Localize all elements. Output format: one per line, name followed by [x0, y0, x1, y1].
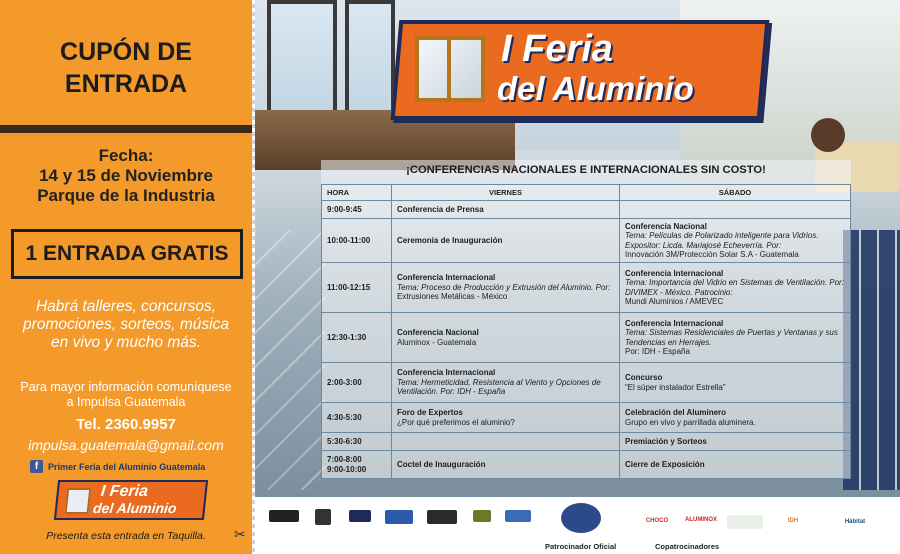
info-line1: Para mayor información comuníquese: [20, 380, 232, 394]
sponsor-logo: [473, 510, 491, 522]
sponsor-logo: [427, 510, 457, 524]
event-title: Coctel de Inauguración: [397, 459, 486, 469]
entry-coupon: [0, 0, 252, 554]
contact-info: [0, 380, 252, 410]
event-title: Conferencia de Prensa: [397, 204, 484, 214]
event-title: Conferencia Nacional: [397, 328, 479, 337]
saturday-cell: [620, 263, 851, 313]
event-title: Conferencia Internacional: [625, 318, 724, 328]
schedule-heading: ¡CONFERENCIAS NACIONALES E INTERNACIONALES SIN COSTO!: [321, 160, 851, 184]
event-detail: Tema: Sistemas Residenciales de Puertas y Ventanas y sus Tendencias en Herrajes.: [625, 328, 838, 347]
event-sub: Grupo en vivo y parrillada aluminera.: [625, 417, 756, 427]
promo-line1: Habrá talleres, concursos,: [35, 298, 217, 315]
event-title: Conferencia Internacional: [625, 268, 724, 278]
event-sub: ¿Por qué preferimos el aluminio?: [397, 417, 515, 427]
event-title: Premiación y Sorteos: [625, 436, 707, 446]
sponsor-logo: [727, 515, 763, 529]
conference-schedule: [321, 160, 851, 479]
friday-cell: [392, 219, 620, 263]
table-row: [322, 433, 851, 451]
coupon-title-line2: ENTRADA: [64, 70, 188, 98]
sponsor-logo: Hábitat: [844, 519, 866, 525]
sponsor-logo: [269, 510, 299, 522]
facebook-icon: f: [30, 460, 43, 473]
friday-cell: [392, 433, 620, 451]
table-row: [322, 363, 851, 403]
email-address[interactable]: impulsa.guatemala@gmail.com: [28, 437, 224, 453]
table-row: [322, 219, 851, 263]
table-row: [322, 403, 851, 433]
logo-line2: del Aluminio: [497, 70, 694, 107]
glass-texture: [255, 230, 325, 490]
co-sponsors-label: Copatrocinadores: [655, 542, 720, 551]
friday-cell: [392, 451, 620, 479]
saturday-cell: [620, 403, 851, 433]
coupon-divider-band: [0, 125, 252, 133]
facebook-link[interactable]: [30, 460, 205, 473]
event-title: Foro de Expertos: [397, 408, 463, 417]
window-icon: [65, 488, 92, 514]
facebook-label: Primer Feria del Aluminio Guatemala: [48, 461, 206, 472]
event-sub: Extrusiones Metálicas - México: [397, 292, 508, 302]
coupon-footer: Presenta esta entrada en Taquilla.: [46, 530, 206, 542]
sponsor-logo: [315, 509, 331, 525]
window-mullion: [447, 36, 451, 102]
sponsor-logo: [349, 510, 371, 522]
event-sub: Innovación 3M/Protección Solar S.A - Guatemala: [625, 250, 799, 259]
scissors-icon: ✂: [234, 526, 246, 542]
saturday-cell: [620, 451, 851, 479]
event-title: Ceremonia de Inauguración: [397, 235, 503, 245]
event-sub: Por: IDH - España: [625, 347, 690, 356]
saturday-cell: [620, 313, 851, 363]
event-title: Celebración del Aluminero: [625, 408, 727, 417]
solar-panel-photo: [843, 230, 900, 490]
coupon-title-line1: CUPÓN DE: [60, 38, 192, 66]
event-detail: Tema: Importancia del Vidrio en Sistemas de Ventilación. Por: DIVIMEX - México. Patrocinio:: [625, 278, 844, 297]
small-logo-line1: I Feria: [100, 483, 149, 500]
friday-cell: [392, 313, 620, 363]
sponsor-logo: [385, 510, 413, 524]
hour-cell: 10:00-11:00: [322, 219, 392, 263]
event-detail: Tema: Hermeticidad, Resistencia al Viento y Opciones de Ventilación. Por: IDH - España: [397, 377, 601, 397]
hour-cell: [322, 451, 392, 479]
promo-line2: promociones, sorteos, música: [23, 316, 229, 333]
event-poster: [255, 0, 900, 554]
hour-cell: 4:30-5:30: [322, 403, 392, 433]
table-row: [322, 263, 851, 313]
sponsor-logo: IDH: [787, 518, 799, 524]
hour-cell: 12:30-1:30: [322, 313, 392, 363]
venue-value: Parque de la Industria: [37, 186, 215, 205]
official-sponsor-label: Patrocinador Oficial: [545, 542, 617, 551]
event-title: Conferencia Nacional: [625, 221, 707, 231]
sponsor-logo: ALUMINOX: [685, 517, 717, 523]
sponsor-logo: CHOCO: [645, 518, 669, 524]
person-shape: [811, 118, 845, 152]
event-logo: [395, 20, 765, 120]
friday-cell: [392, 403, 620, 433]
friday-cell: [392, 363, 620, 403]
free-entry-box: 1 ENTRADA GRATIS: [11, 229, 243, 279]
event-title: Concurso: [625, 373, 663, 382]
date-label: Fecha:: [98, 146, 154, 165]
saturday-cell: [620, 433, 851, 451]
table-row: [322, 313, 851, 363]
hour-cell: 2:00-3:00: [322, 363, 392, 403]
coupon-title: [0, 36, 252, 100]
promo-text: [0, 298, 252, 352]
small-event-logo: [54, 480, 208, 520]
schedule-table: [321, 184, 851, 479]
saturday-cell: [620, 201, 851, 219]
col-saturday: SÁBADO: [620, 185, 851, 201]
hour-line2: 9:00-10:00: [327, 464, 367, 474]
saturday-cell: [620, 363, 851, 403]
hour-line1: 7:00-8:00: [327, 455, 362, 464]
event-title: Conferencia Internacional: [397, 273, 496, 283]
table-row: [322, 201, 851, 219]
event-date-block: [0, 146, 252, 206]
schedule-header-row: [322, 185, 851, 201]
event-detail: Tema: Proceso de Producción y Extrusión del Aluminio. Por:: [397, 282, 611, 292]
saturday-cell: [620, 219, 851, 263]
friday-cell: [392, 201, 620, 219]
logo-line1: I Feria: [501, 28, 613, 70]
hour-cell: 9:00-9:45: [322, 201, 392, 219]
official-sponsor-logo: [561, 503, 601, 533]
info-line2: a Impulsa Guatemala: [66, 395, 186, 409]
event-title: Cierre de Exposición: [625, 459, 705, 469]
date-value: 14 y 15 de Noviembre: [39, 166, 213, 185]
friday-cell: [392, 263, 620, 313]
event-sub: “El súper instalador Estrella”: [625, 382, 726, 392]
sponsor-logo: [505, 510, 531, 522]
event-title: Conferencia Internacional: [397, 368, 496, 378]
table-row: [322, 451, 851, 479]
promo-line3: en vivo y mucho más.: [51, 334, 201, 351]
col-friday: VIERNES: [392, 185, 620, 201]
col-hour: HORA: [322, 185, 392, 201]
hour-cell: 5:30-6:30: [322, 433, 392, 451]
event-detail: Tema: Películas de Polarizado inteligente para Vidrios. Expositor: Licda. Mariajosé Echeverría. Por:: [625, 231, 819, 250]
event-sub: Mundi Aluminios / AMEVEC: [625, 297, 724, 306]
hour-cell: 11:00-12:15: [322, 263, 392, 313]
event-sub: Aluminox - Guatemala: [397, 337, 477, 347]
small-logo-line2: del Aluminio: [92, 500, 178, 516]
phone-number[interactable]: Tel. 2360.9957: [76, 416, 176, 433]
